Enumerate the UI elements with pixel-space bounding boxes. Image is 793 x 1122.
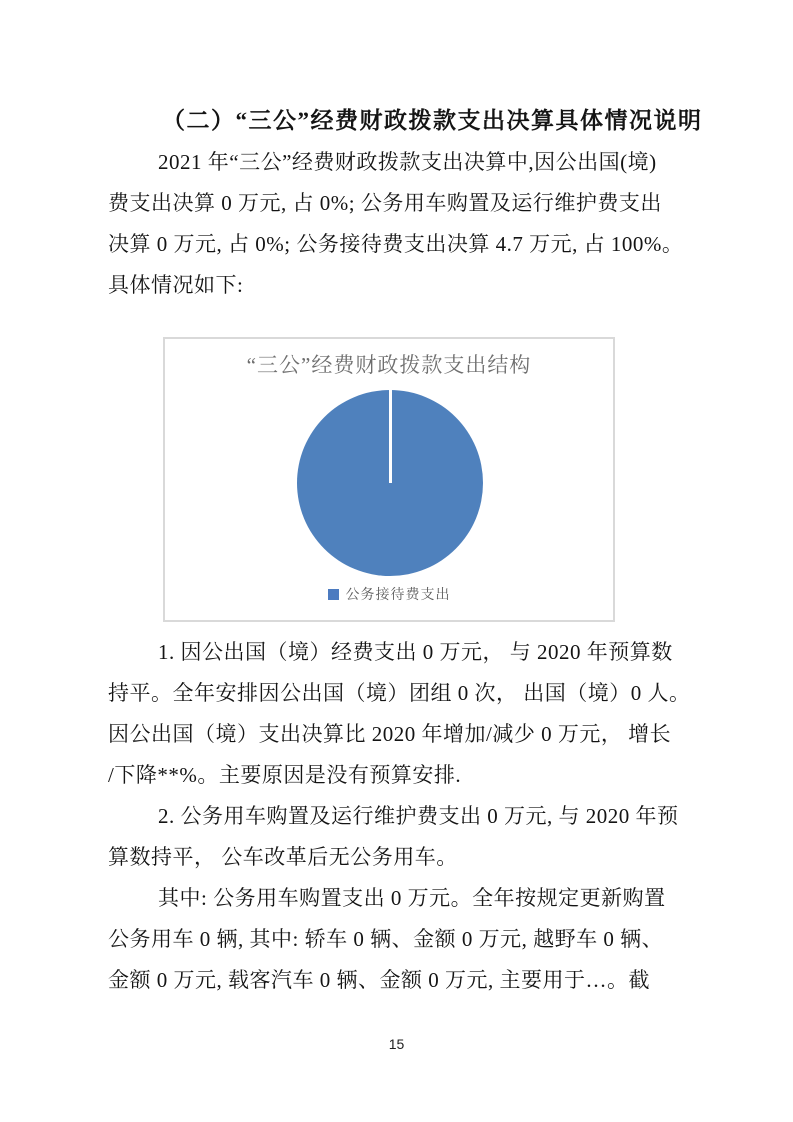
text-line: 2. 公务用车购置及运行维护费支出 0 万元, 与 2020 年预 bbox=[158, 804, 679, 828]
legend-label: 公务接待费支出 bbox=[345, 588, 451, 603]
text-line: 其中: 公务用车购置支出 0 万元。全年按规定更新购置 bbox=[158, 886, 666, 910]
pie-slice-divider bbox=[389, 390, 392, 483]
text-line: 2021 年“三公”经费财政拨款支出决算中,因公出国(境) bbox=[158, 150, 657, 174]
page-number: 15 bbox=[388, 1036, 405, 1052]
intro-paragraph bbox=[108, 142, 682, 306]
text-line: 金额 0 万元, 载客汽车 0 辆、金额 0 万元, 主要用于…。截 bbox=[108, 968, 650, 992]
text-line: 1. 因公出国（境）经费支出 0 万元， 与 2020 年预算数 bbox=[158, 640, 673, 664]
text-line: 费支出决算 0 万元, 占 0%; 公务用车购置及运行维护费支出 bbox=[108, 191, 662, 215]
pie-chart bbox=[163, 337, 615, 622]
text-line: 具体情况如下: bbox=[108, 273, 244, 297]
text-line: 因公出国（境）支出决算比 2020 年增加/减少 0 万元， 增长 bbox=[108, 722, 672, 746]
text-line: 持平。全年安排因公出国（境）团组 0 次， 出国（境）0 人。 bbox=[108, 681, 691, 705]
legend-swatch-icon bbox=[328, 589, 339, 600]
text-line: /下降**%。主要原因是没有预算安排. bbox=[108, 763, 462, 787]
body-paragraphs bbox=[108, 632, 691, 1001]
chart-legend bbox=[165, 584, 613, 604]
chart-title: “三公”经费财政拨款支出结构 bbox=[246, 353, 532, 377]
text-line: 算数持平， 公车改革后无公务用车。 bbox=[108, 845, 458, 869]
text-line: 公务用车 0 辆, 其中: 轿车 0 辆、金额 0 万元, 越野车 0 辆、 bbox=[108, 927, 664, 951]
section-heading: （二）“三公”经费财政拨款支出决算具体情况说明 bbox=[162, 108, 703, 133]
text-line: 决算 0 万元, 占 0%; 公务接待费支出决算 4.7 万元, 占 100%。 bbox=[108, 232, 684, 256]
